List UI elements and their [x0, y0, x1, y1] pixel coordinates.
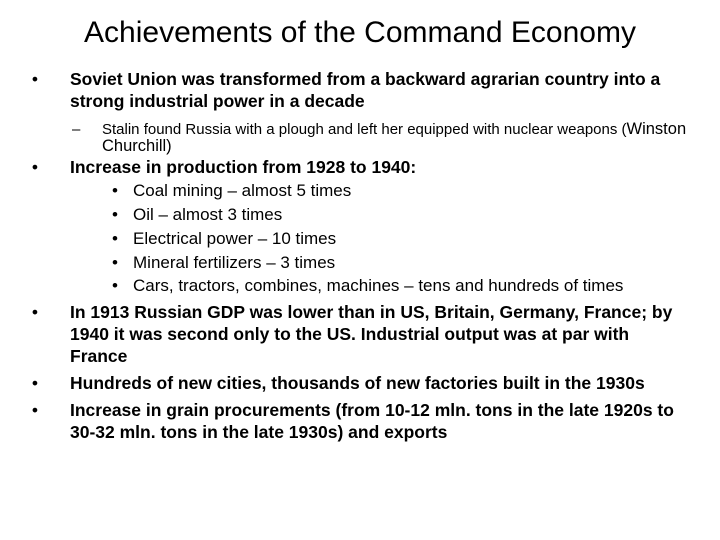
- bullet-dot-icon: •: [112, 253, 118, 272]
- sub-item-coal: [28, 180, 688, 202]
- bullet-text: In 1913 Russian GDP was lower than in US, Britain, Germany, France; by 1940 it was second only to the US. Industrial output was at par with France: [70, 302, 673, 366]
- sub-item-machines: [28, 276, 688, 295]
- bullet-dot-icon: •: [112, 229, 118, 248]
- sub-item-fertilizers: [28, 252, 688, 274]
- sub-item-text: Electrical power – 10 times: [133, 229, 337, 248]
- quote-source: Winston Churchill): [102, 120, 687, 155]
- bullet-new-cities: [28, 372, 688, 394]
- slide-body: [28, 68, 688, 443]
- bullet-dot-icon: •: [31, 69, 39, 89]
- quote-text: Stalin found Russia with a plough and left her equipped with nuclear weapons (: [102, 121, 627, 138]
- churchill-quote: [28, 121, 688, 155]
- sub-item-text: Mineral fertilizers – 3 times: [133, 253, 336, 272]
- dash-icon: –: [72, 121, 81, 138]
- bullet-text: Increase in grain procurements (from 10-12 mln. tons in the late 1920s to 30-32 mln. tons in the late 1930s) and exports: [70, 400, 674, 442]
- sub-item-electrical-power: [28, 228, 688, 250]
- bullet-dot-icon: •: [31, 302, 39, 322]
- sub-item-text: Cars, tractors, combines, machines – tens and hundreds of times: [133, 276, 624, 295]
- bullet-dot-icon: •: [112, 181, 118, 200]
- bullet-dot-icon: •: [31, 400, 39, 420]
- bullet-dot-icon: •: [112, 276, 118, 295]
- sub-item-oil: [28, 204, 688, 226]
- bullet-transformation: [28, 68, 688, 112]
- bullet-dot-icon: •: [112, 205, 118, 224]
- bullet-grain-procurements: [28, 399, 688, 443]
- bullet-dot-icon: •: [31, 157, 39, 177]
- sub-item-text: Oil – almost 3 times: [133, 205, 283, 224]
- bullet-text: Hundreds of new cities, thousands of new factories built in the 1930s: [70, 373, 645, 393]
- bullet-gdp-comparison: [28, 301, 688, 367]
- sub-item-text: Coal mining – almost 5 times: [133, 181, 352, 200]
- bullet-text: Increase in production from 1928 to 1940:: [70, 157, 417, 177]
- bullet-production-increase: [28, 156, 688, 178]
- bullet-dot-icon: •: [31, 373, 39, 393]
- bullet-text: Soviet Union was transformed from a backward agrarian country into a strong industrial power in a decade: [70, 69, 661, 111]
- slide-title: Achievements of the Command Economy: [84, 16, 636, 49]
